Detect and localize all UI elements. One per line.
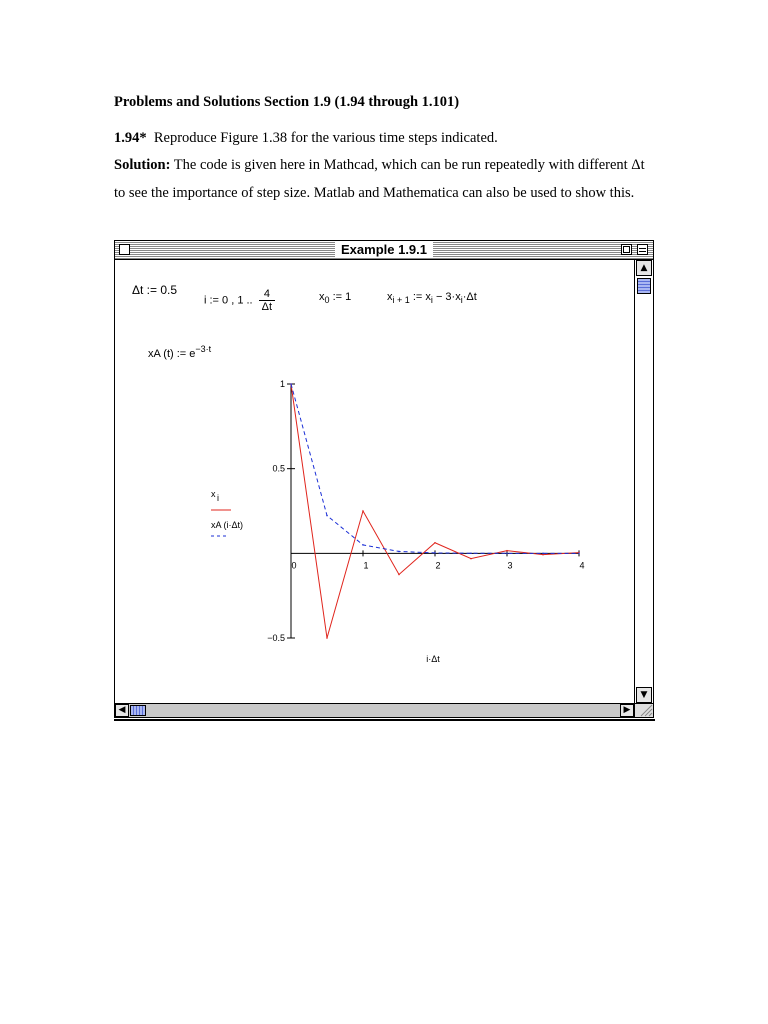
y-tick-label: 1 [279, 379, 285, 389]
data-point [470, 558, 472, 560]
resize-grip-icon[interactable] [634, 703, 653, 717]
series-line-0 [291, 384, 579, 638]
solution-label: Solution: [114, 157, 171, 173]
chart-legend [211, 489, 243, 536]
data-point [470, 552, 472, 554]
window-bottom-edge [114, 719, 655, 721]
rec-mid: := x [412, 291, 431, 303]
collapse-box-icon[interactable] [637, 244, 648, 255]
scroll-right-arrow-icon[interactable]: ▶ [620, 704, 634, 717]
range-denominator: Δt [261, 301, 273, 313]
vertical-scrollbar[interactable] [634, 260, 653, 703]
scroll-left-arrow-icon[interactable]: ◀ [115, 704, 129, 717]
xa-lhs: xA (t) := e [148, 348, 196, 360]
window-titlebar[interactable] [115, 241, 653, 260]
legend-label-xa: xA (i·Δt) [211, 520, 244, 530]
vertical-scroll-thumb[interactable] [637, 278, 651, 294]
data-point [434, 542, 436, 544]
zoom-box-icon[interactable] [621, 244, 632, 255]
range-numerator: 4 [259, 288, 275, 301]
chart-series [290, 383, 580, 639]
data-point [434, 552, 436, 554]
x-tick-label: 4 [579, 560, 585, 571]
x0-var: x [319, 291, 325, 303]
y-tick-label: 0.5 [272, 463, 285, 474]
data-point [398, 551, 400, 553]
data-point [362, 510, 364, 512]
rec-subscript-2: i [430, 295, 433, 305]
close-box-icon[interactable] [119, 244, 130, 255]
data-point [290, 383, 292, 385]
data-point [362, 544, 364, 546]
data-point [578, 553, 580, 555]
x0-value: := 1 [332, 291, 352, 303]
rec-x: x [387, 291, 393, 303]
x-tick-label: 1 [363, 560, 369, 571]
data-point [326, 637, 328, 639]
worksheet-area[interactable] [115, 260, 634, 703]
horizontal-scroll-thumb[interactable] [130, 705, 146, 716]
legend-label-xi-subscript: i [217, 493, 219, 503]
window-title: Example 1.9.1 [335, 242, 433, 258]
mathcad-window [114, 240, 654, 718]
x0-subscript: 0 [324, 295, 330, 305]
rec-subscript-3: i [460, 295, 463, 305]
chart-ticks [267, 379, 584, 643]
solution-text: The code is given here in Mathcad, which can be run repeatedly with different Δt to see the importance of step size. Matlab and Mathematica can also be used to show this. [114, 157, 645, 201]
xa-exponent: −3·t [195, 344, 212, 354]
problem-number: 1.94* [114, 130, 147, 146]
x-axis-label: i·Δt [426, 654, 440, 664]
problem-statement [114, 124, 498, 152]
data-point [542, 553, 544, 555]
solution-paragraph [114, 151, 659, 207]
problem-text: Reproduce Figure 1.38 for the various time steps indicated. [153, 130, 498, 146]
dt-definition[interactable]: Δt := 0.5 [132, 283, 178, 297]
chart[interactable] [115, 260, 634, 703]
data-point [506, 553, 508, 555]
data-point [506, 550, 508, 552]
range-lhs: i := 0 , 1 .. [204, 294, 253, 307]
chart-axes [291, 384, 579, 638]
x-tick-label: 2 [435, 560, 441, 571]
series-line-1 [291, 384, 579, 553]
section-heading: Problems and Solutions Section 1.9 (1.94 through 1.101) [114, 94, 460, 110]
rec-tail: − 3·x [435, 291, 461, 303]
rec-subscript: i + 1 [392, 295, 410, 305]
data-point [398, 574, 400, 576]
scroll-up-arrow-icon[interactable]: ▲ [636, 260, 652, 276]
y-tick-label: −0.5 [267, 633, 285, 643]
x-tick-label: 0 [291, 560, 297, 571]
data-point [326, 515, 328, 517]
horizontal-scrollbar[interactable] [115, 703, 634, 717]
rec-end: ·Δt [462, 291, 477, 303]
x-tick-label: 3 [507, 560, 513, 571]
scroll-down-arrow-icon[interactable]: ▼ [636, 687, 652, 703]
legend-label-xi: x [211, 489, 216, 499]
